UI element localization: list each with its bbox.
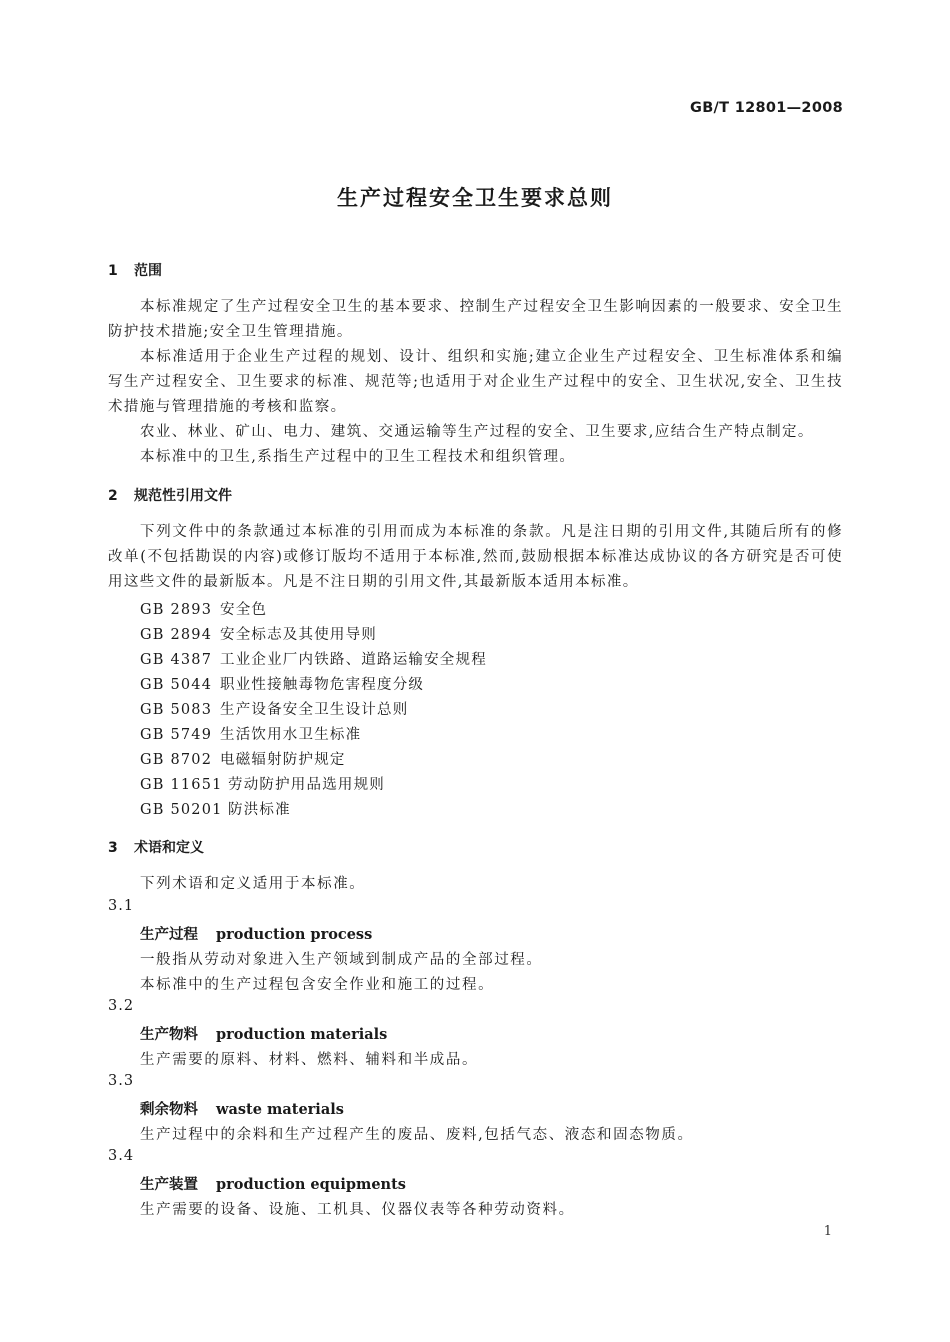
reference-item [140,773,385,794]
term-definition: 生产过程中的余料和生产过程产生的废品、废料,包括气态、液态和固态物质。 [140,1127,694,1143]
reference-title: 安全色 [220,602,268,618]
reference-title: 生产设备安全卫生设计总则 [220,702,409,718]
term-en: production process [216,926,373,943]
term-heading [140,923,372,944]
term-definition: 本标准中的生产过程包含安全作业和施工的过程。 [140,977,495,993]
reference-item [140,798,291,819]
term-definition: 生产需要的设备、设施、工机具、仪器仪表等各种劳动资料。 [140,1202,575,1218]
term-number: 3.2 [108,998,135,1014]
paragraph: 本标准规定了生产过程安全卫生的基本要求、控制生产过程安全卫生影响因素的一般要求、安全卫生防护技术措施;安全卫生管理措施。 [108,299,843,340]
term-zh: 生产装置 [140,1177,198,1193]
reference-code: GB 4387 [140,652,213,668]
section-3-heading [108,837,204,857]
reference-code: GB 5044 [140,677,213,693]
term-number: 3.4 [108,1148,135,1164]
term-heading [140,1098,344,1119]
term-definition: 一般指从劳动对象进入生产领域到制成产品的全部过程。 [140,952,543,968]
paragraph: 下列文件中的条款通过本标准的引用而成为本标准的条款。凡是注日期的引用文件,其随后所有的修改单(不包括勘误的内容)或修订版均不适用于本标准,然而,鼓励根据本标准达成协议的各方研究是否可使用这些文件的最新版本。凡是不注日期的引用文件,其最新版本适用本标准。 [108,524,843,590]
reference-code: GB 8702 [140,752,213,768]
section-title: 规范性引用文件 [134,488,232,504]
reference-code: GB 50201 [140,802,223,818]
reference-code: GB 2894 [140,627,213,643]
reference-title: 防洪标准 [228,802,291,818]
standard-number: GB/T 12801—2008 [690,100,843,116]
term-heading [140,1173,406,1194]
section-number: 3 [108,840,118,856]
section-1-heading [108,260,162,280]
term-zh: 剩余物料 [140,1102,198,1118]
reference-code: GB 5083 [140,702,213,718]
reference-title: 电磁辐射防护规定 [220,752,346,768]
term-number: 3.3 [108,1073,135,1089]
reference-item [140,648,487,669]
term-en: production equipments [216,1176,406,1193]
section-number: 2 [108,488,118,504]
reference-item [140,748,346,769]
reference-code: GB 11651 [140,777,223,793]
term-heading [140,1023,387,1044]
paragraph: 下列术语和定义适用于本标准。 [140,876,366,892]
term-definition: 生产需要的原料、材料、燃料、辅料和半成品。 [140,1052,479,1068]
term-zh: 生产过程 [140,927,198,943]
term-en: production materials [216,1026,388,1043]
reference-title: 安全标志及其使用导则 [220,627,377,643]
section-title: 术语和定义 [134,840,204,856]
reference-title: 生活饮用水卫生标准 [220,727,362,743]
page-number: 1 [823,1224,832,1239]
section-number: 1 [108,263,118,279]
reference-item [140,698,408,719]
term-zh: 生产物料 [140,1027,198,1043]
paragraph: 本标准适用于企业生产过程的规划、设计、组织和实施;建立企业生产过程安全、卫生标准体系和编写生产过程安全、卫生要求的标准、规范等;也适用于对企业生产过程中的安全、卫生状况,安全、卫生技术措施与管理措施的考核和监察。 [108,349,843,415]
section-2-heading [108,485,232,505]
reference-item [140,623,377,644]
document-title: 生产过程安全卫生要求总则 [337,186,613,210]
term-number: 3.1 [108,898,135,914]
term-en: waste materials [216,1101,344,1118]
reference-code: GB 2893 [140,602,213,618]
reference-title: 工业企业厂内铁路、道路运输安全规程 [220,652,487,668]
section-title: 范围 [134,263,162,279]
reference-item [140,598,267,619]
reference-item [140,723,361,744]
reference-title: 职业性接触毒物危害程度分级 [220,677,425,693]
paragraph: 本标准中的卫生,系指生产过程中的卫生工程技术和组织管理。 [140,449,576,465]
paragraph: 农业、林业、矿山、电力、建筑、交通运输等生产过程的安全、卫生要求,应结合生产特点制定。 [140,424,814,440]
reference-item [140,673,424,694]
reference-code: GB 5749 [140,727,213,743]
reference-title: 劳动防护用品选用规则 [228,777,385,793]
